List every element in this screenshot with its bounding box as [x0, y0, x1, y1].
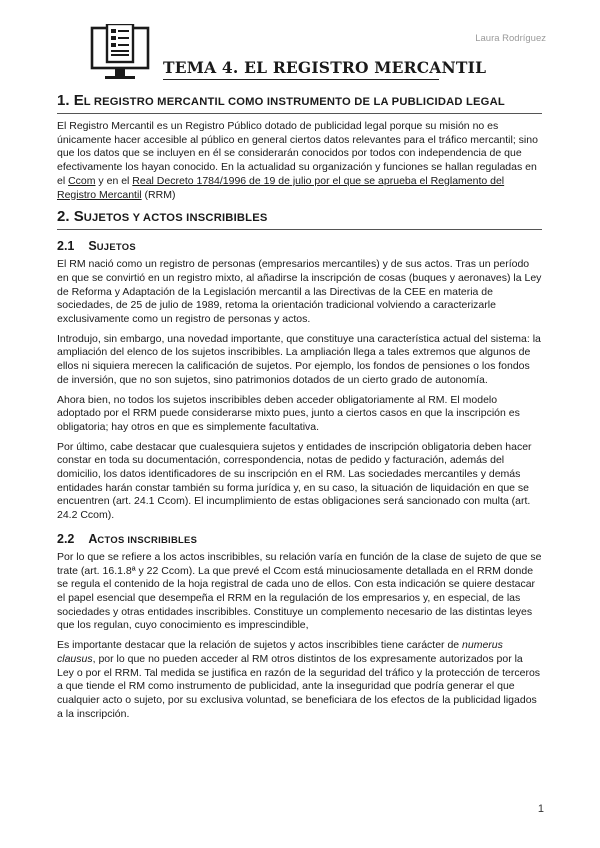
section-number: 1. [57, 92, 70, 109]
paragraph-text: El Registro Mercantil es un Registro Público dotado de publicidad legal porque su misión no es únicamente hacer accesible al público en general ciertos datos relevantes para el tráfico mercantil; sino que los datos que se incluyen en él se considerarán conocidos por todos con independencia de que efectivamente los hayan conocido. En la actualidad su organización y funciones se hallan reguladas en el [57, 120, 538, 187]
page-number: 1 [537, 803, 544, 815]
paragraph: Por lo que se refiere a los actos inscribibles, su relación varía en función de la clase de sujeto de que se trate (art. 16.1.8ª y 22 Ccom). La que prevé el Ccom está minuciosamente detallada en el RRM donde se regula el contenido de la hoja registral de cada uno de ellos. Con esta indicación se quiere destacar el papel esencial que desempeña el RRM en la regulación de los empresarios y, en especial, de las sociedades y otras entidades inscribibles. Constituye un complemento necesario de las distintas leyes que los regulan, cuyo conocimiento es imprescindible, [57, 550, 542, 632]
section-title-initial: S [73, 208, 84, 226]
paragraph-text: Es importante destacar que la relación de sujetos y actos inscribibles tiene carácter de [57, 639, 463, 652]
paragraph-text: (RRM) [141, 188, 176, 201]
subsection-2-1-heading [57, 239, 542, 253]
subsection-title-rest: UJETOS [96, 241, 136, 253]
paragraph: Introdujo, sin embargo, una novedad importante, que constituye una característica actual del sistema: la ampliación del elenco de los sujetos inscribibles. La ampliación llega a tales extremos que algunos de ellos ni siquiera merecen la calificación de sujetos. Por ejemplo, los fondos de pensiones o los fondos de inversión, que no son sujetos, sino patrimonios dotados de un cierto grado de autonomía. [57, 332, 541, 386]
paragraph [57, 120, 542, 202]
paragraph-text: , por lo que no pueden acceder al RM otros distintos de los expresamente autorizados por la Ley o por el RRM. Tal medida se justifica en razón de la seguridad del tráfico y la protección de terceros a que tiende el RM como instrumento de publicidad, ante la inseguridad que podría generar el que cualquier acto o sujeto, por su exclusiva voluntad, se beneficiara de los efectos de la publicidad ligados a la inscripción. [57, 652, 541, 720]
subsection-title-initial: A [88, 531, 98, 546]
page-title: TEMA 4. EL REGISTRO MERCANTIL [163, 58, 487, 77]
paragraph: Ahora bien, no todos los sujetos inscribibles deben acceder obligatoriamente al RM. El modelo adoptado por el RRM puede considerarse mixto pues, junto a ciertos casos en que la inscripción es obligatoria; hay otros en que es simplemente facultativa. [57, 393, 520, 433]
section-number: 2. [57, 208, 70, 226]
subsection-2-2-heading [57, 532, 542, 546]
title-underline [163, 79, 439, 80]
paragraph: Por último, cabe destacar que cualesquiera sujetos y entidades de inscripción obligatoria deben hacer constar en toda su documentación, correspondencia, notas de pedido y facturación, además del domicilio, los datos identificadores de su inscripción en el RM. Las sociedades mercantiles y demás entidades harán constar también su forma jurídica y, en su caso, la situación de liquidación en que se encuentren (art. 24.1 Ccom). El incumplimiento de estas obligaciones será sancionado con multa (art. 24.2 Ccom). [57, 440, 532, 522]
italic-term: numerus clausus [57, 639, 503, 665]
subsection-number: 2.2 [57, 531, 75, 546]
author-name: Laura Rodríguez [475, 33, 546, 44]
section-2-heading [57, 208, 542, 230]
section-title-rest: UJETOS Y ACTOS INSCRIBIBLES [83, 212, 268, 225]
subsection-title-initial: S [88, 239, 97, 254]
subsection-title-rest: CTOS INSCRIBIBLES [97, 533, 198, 545]
rrm-link[interactable]: Real Decreto 1784/1996 de 19 de julio por el que se aprueba el Reglamento del Registro Mercantil [57, 174, 505, 201]
paragraph-text: y en el [95, 174, 133, 187]
paragraph: El RM nació como un registro de personas (empresarios mercantiles) y de sus actos. Tras un período en que se convirtió en un registro mixto, al añadirse la inscripción de cosas (buques y aeronaves) la Ley de Reforma y Adaptación de la Legislación mercantil a las Directivas de la CEE en materia de sociedades, de 25 de julio de 1989, retoma la orientación tradicional volviendo a caracterizarle exclusivamente como un registro de personas y actos. [57, 258, 542, 326]
paragraph [57, 639, 542, 721]
subsection-number: 2.1 [57, 239, 75, 254]
document-monitor-icon [90, 24, 150, 82]
section-title-initial: E [73, 92, 84, 109]
document-body [57, 92, 542, 727]
section-1-heading [57, 92, 542, 114]
ccom-link[interactable]: Ccom [68, 174, 96, 187]
section-title-rest: L REGISTRO MERCANTIL COMO INSTRUMENTO DE LA PUBLICIDAD LEGAL [83, 96, 505, 108]
